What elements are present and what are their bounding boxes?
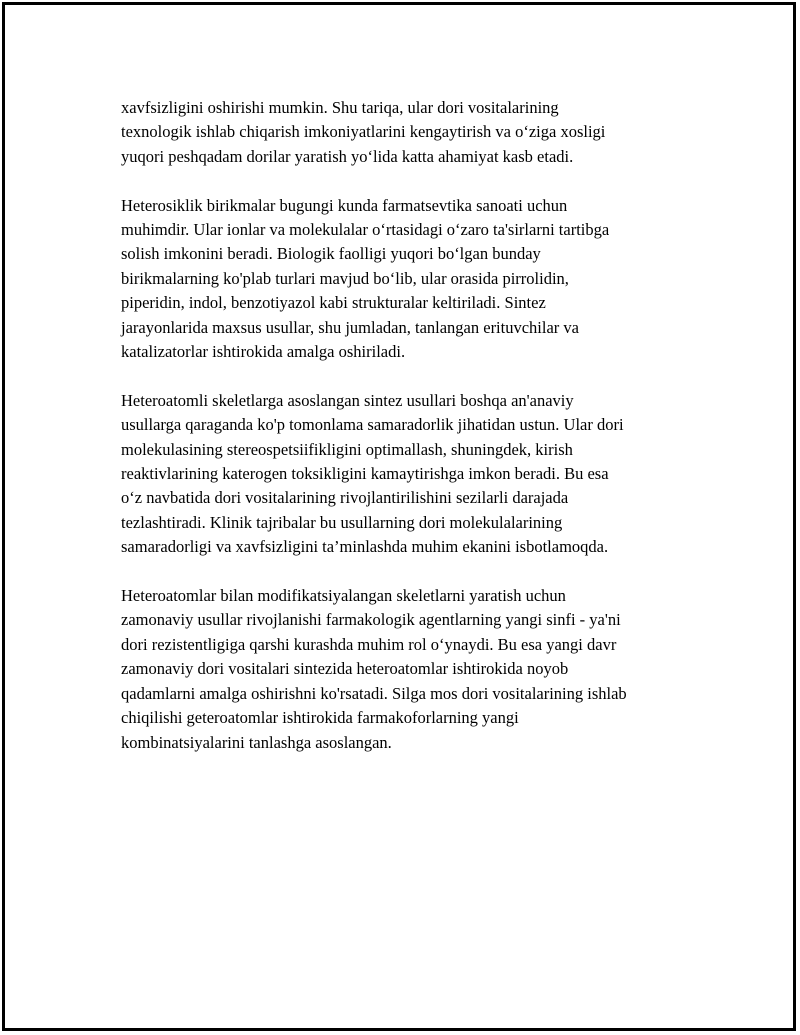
text-line: texnologik ishlab chiqarish imkoniyatlarini kengaytirish va o‘ziga xosligi	[121, 122, 606, 142]
text-line: Heteroatomlar bilan modifikatsiyalangan skeletlarni yaratish uchun	[121, 586, 566, 606]
text-line: zamonaviy usullar rivojlanishi farmakologik agentlarning yangi sinfi - ya'ni	[121, 610, 621, 630]
text-line: zamonaviy dori vositalari sintezida heteroatomlar ishtirokida noyob	[121, 659, 569, 679]
text-line: usullarga qaraganda ko'p tomonlama samaradorlik jihatidan ustun. Ular dori	[121, 415, 624, 435]
text-line: kombinatsiyalarini tanlashga asoslangan.	[121, 732, 392, 752]
paragraph-3	[121, 389, 681, 560]
document-page	[2, 2, 796, 1031]
document-body	[121, 96, 681, 779]
text-line: jarayonlarida maxsus usullar, shu jumladan, tanlangan erituvchilar va	[121, 317, 579, 337]
text-line: reaktivlarining katerogen toksikligini kamaytirishga imkon beradi. Bu esa	[121, 464, 609, 484]
text-line: tezlashtiradi. Klinik tajribalar bu usullarning dori molekulalarining	[121, 512, 563, 532]
text-line: o‘z navbatida dori vositalarining rivojlantirilishini sezilarli darajada	[121, 488, 569, 508]
text-line: xavfsizligini oshirishi mumkin. Shu tariqa, ular dori vositalarining	[121, 98, 559, 117]
text-line: yuqori peshqadam dorilar yaratish yo‘lida katta ahamiyat kasb etadi.	[121, 146, 574, 166]
paragraph-4	[121, 584, 681, 755]
text-line: molekulasining stereospetsiifikligini optimallash, shuningdek, kirish	[121, 439, 573, 459]
text-line: chiqilishi geteroatomlar ishtirokida farmakoforlarning yangi	[121, 708, 519, 728]
text-line: dori rezistentligiga qarshi kurashda muhim rol o‘ynaydi. Bu esa yangi davr	[121, 634, 617, 654]
text-line: samaradorligi va xavfsizligini ta’minlashda muhim ekanini isbotlamoqda.	[121, 537, 609, 557]
paragraph-1	[121, 96, 681, 169]
text-line: Heterosiklik birikmalar bugungi kunda farmatsevtika sanoati uchun	[121, 195, 568, 215]
text-line: Heteroatomli skeletlarga asoslangan sintez usullari boshqa an'anaviy	[121, 390, 574, 410]
text-line: solish imkonini beradi. Biologik faolligi yuqori bo‘lgan bunday	[121, 244, 541, 264]
text-line: qadamlarni amalga oshirishni ko'rsatadi. Silga mos dori vositalarining ishlab	[121, 683, 627, 703]
text-line: muhimdir. Ular ionlar va molekulalar o‘rtasidagi o‘zaro ta'sirlarni tartibga	[121, 220, 610, 240]
text-line: piperidin, indol, benzotiyazol kabi strukturalar keltiriladi. Sintez	[121, 293, 546, 313]
text-line: katalizatorlar ishtirokida amalga oshiriladi.	[121, 342, 406, 362]
text-line: birikmalarning ko'plab turlari mavjud bo‘lib, ular orasida pirrolidin,	[121, 268, 569, 288]
paragraph-2	[121, 194, 681, 365]
